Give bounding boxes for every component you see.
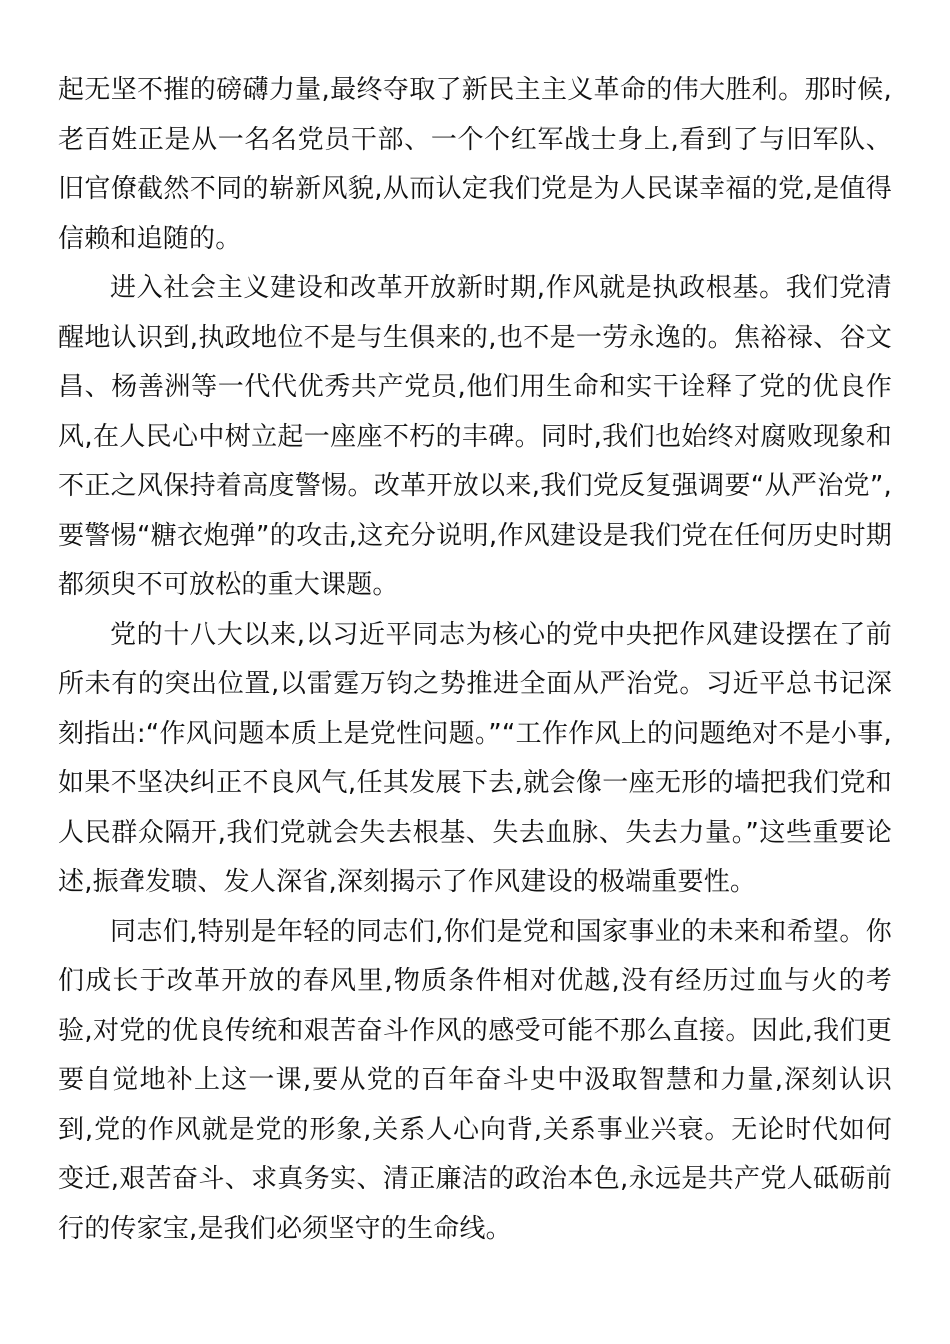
paragraph-continuation: 起无坚不摧的磅礴力量,最终夺取了新民主主义革命的伟大胜利。那时候,老百姓正是从一名名党员干部、一个个红军战士身上,看到了与旧军队、旧官僚截然不同的崭新风貌,从而认定我们党是为人民谋幸福的党,是值得信赖和追随的。: [58, 75, 892, 254]
document-page: [58, 66, 892, 1254]
paragraph-reform-era: 进入社会主义建设和改革开放新时期,作风就是执政根基。我们党清醒地认识到,执政地位不是与生俱来的,也不是一劳永逸的。焦裕禄、谷文昌、杨善洲等一代代优秀共产党员,他们用生命和实干诠释了党的优良作风,在人民心中树立起一座座不朽的丰碑。同时,我们也始终对腐败现象和不正之风保持着高度警惕。改革开放以来,我们党反复强调要“从严治党”,要警惕“糖衣炮弹”的攻击,这充分说明,作风建设是我们党在任何历史时期都须臾不可放松的重大课题。: [58, 273, 892, 600]
paragraph-eighteenth-congress: 党的十八大以来,以习近平同志为核心的党中央把作风建设摆在了前所未有的突出位置,以雷霆万钧之势推进全面从严治党。习近平总书记深刻指出:“作风问题本质上是党性问题。”“工作作风上的问题绝对不是小事,如果不坚决纠正不良风气,任其发展下去,就会像一座无形的墙把我们党和人民群众隔开,我们党就会失去根基、失去血脉、失去力量。”这些重要论述,振聋发聩、发人深省,深刻揭示了作风建设的极端重要性。: [58, 619, 892, 897]
paragraph-young-comrades: 同志们,特别是年轻的同志们,你们是党和国家事业的未来和希望。你们成长于改革开放的春风里,物质条件相对优越,没有经历过血与火的考验,对党的优良传统和艰苦奋斗作风的感受可能不那么直接。因此,我们更要自觉地补上这一课,要从党的百年奋斗史中汲取智慧和力量,深刻认识到,党的作风就是党的形象,关系人心向背,关系事业兴衰。无论时代如何变迁,艰苦奋斗、求真务实、清正廉洁的政治本色,永远是共产党人砥砺前行的传家宝,是我们必须坚守的生命线。: [58, 916, 892, 1244]
